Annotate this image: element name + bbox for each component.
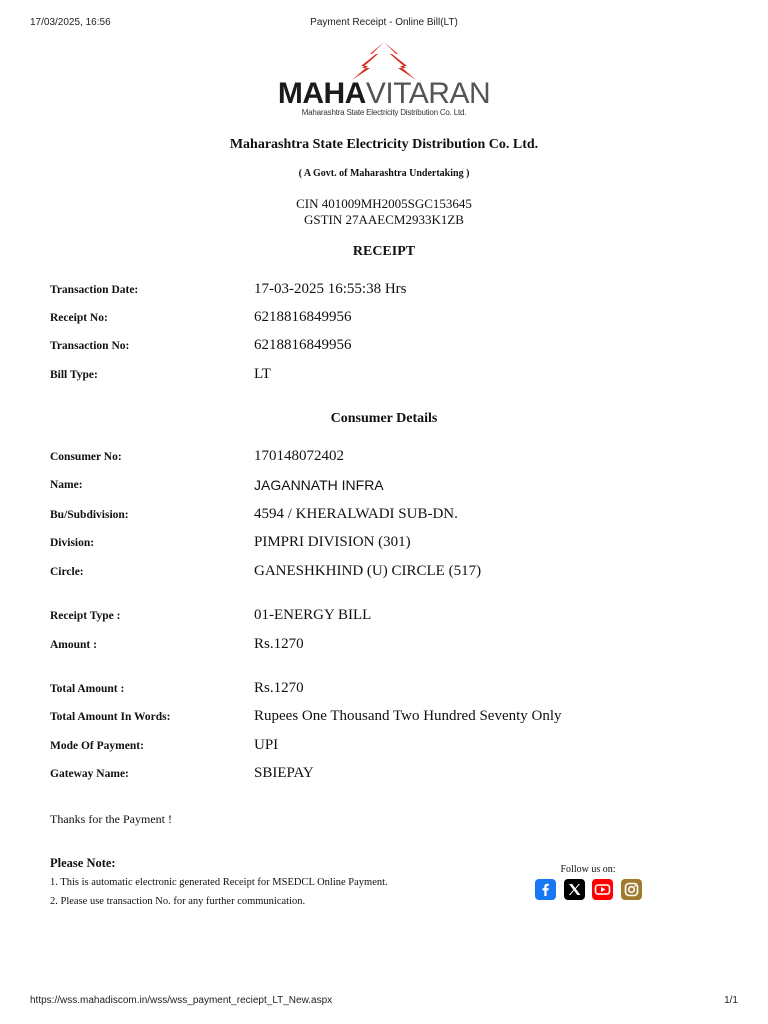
field-label: Division: xyxy=(50,537,95,549)
field-label: Bu/Subdivision: xyxy=(50,509,129,521)
company-name: Maharashtra State Electricity Distribution Co. Ltd. xyxy=(229,137,539,152)
field-label: Gateway Name: xyxy=(50,768,129,780)
field-label: Name: xyxy=(50,479,83,491)
x-twitter-icon[interactable] xyxy=(564,879,585,900)
brand-wordmark xyxy=(0,79,768,109)
field-value: Rs.1270 xyxy=(254,680,304,696)
circle-row xyxy=(50,563,730,583)
brand-vitaran: VITARAN xyxy=(365,77,491,110)
field-label: Total Amount In Words: xyxy=(50,711,171,723)
cin-number: CIN 401009MH2005SGC153645 xyxy=(296,196,472,211)
receipt-no-row xyxy=(50,309,730,329)
note-line: 1. This is automatic electronic generated Receipt for MSEDCL Online Payment. xyxy=(50,877,388,888)
field-value: PIMPRI DIVISION (301) xyxy=(254,534,411,550)
field-label: Receipt No: xyxy=(50,312,108,324)
field-value: UPI xyxy=(254,737,279,753)
transaction-no-row xyxy=(50,337,730,357)
field-label: Bill Type: xyxy=(50,369,98,381)
mahavitaran-logo xyxy=(0,40,768,120)
field-value: SBIEPAY xyxy=(254,765,314,781)
govt-note: ( A Govt. of Maharashtra Undertaking ) xyxy=(298,168,470,179)
follow-us-label: Follow us on: xyxy=(560,864,616,875)
field-value: Rupees One Thousand Two Hundred Seventy Only xyxy=(254,708,562,724)
instagram-icon[interactable] xyxy=(621,879,642,900)
field-label: Receipt Type : xyxy=(50,610,121,622)
field-value: LT xyxy=(254,366,271,382)
bill-type-row xyxy=(50,366,730,386)
subdivision-row xyxy=(50,506,730,526)
consumer-details-title: Consumer Details xyxy=(330,411,438,426)
brand-maha: MAHA xyxy=(277,77,366,110)
field-value: 170148072402 xyxy=(254,448,344,464)
field-value: 4594 / KHERALWADI SUB-DN. xyxy=(254,506,458,522)
field-value: 17-03-2025 16:55:38 Hrs xyxy=(254,281,407,297)
field-label: Mode Of Payment: xyxy=(50,740,144,752)
youtube-icon[interactable] xyxy=(592,879,613,900)
field-value: 01-ENERGY BILL xyxy=(254,607,372,623)
amount-in-words-row xyxy=(50,708,730,728)
note-line: 2. Please use transaction No. for any further communication. xyxy=(50,896,306,907)
print-page-title: Payment Receipt - Online Bill(LT) xyxy=(310,17,458,28)
print-datetime: 17/03/2025, 16:56 xyxy=(30,17,111,28)
transaction-date-row xyxy=(50,281,730,301)
field-label: Amount : xyxy=(50,639,97,651)
print-footer xyxy=(30,995,738,1009)
division-row xyxy=(50,534,730,554)
field-value: Rs.1270 xyxy=(254,636,304,652)
thanks-message: Thanks for the Payment ! xyxy=(50,812,172,826)
field-value: 6218816849956 xyxy=(254,309,352,325)
payment-mode-row xyxy=(50,737,730,757)
receipt-type-row xyxy=(50,607,730,627)
consumer-no-row xyxy=(50,448,730,468)
field-value: JAGANNATH INFRA xyxy=(254,477,384,493)
receipt-title: RECEIPT xyxy=(352,244,416,259)
consumer-name-row xyxy=(50,476,730,496)
page-number: 1/1 xyxy=(724,995,738,1006)
lightning-bolts-icon xyxy=(342,42,426,80)
field-value: GANESHKHIND (U) CIRCLE (517) xyxy=(254,563,482,579)
field-label: Transaction Date: xyxy=(50,284,139,296)
field-label: Circle: xyxy=(50,566,84,578)
field-label: Total Amount : xyxy=(50,683,125,695)
total-amount-row xyxy=(50,680,730,700)
print-header xyxy=(30,17,738,31)
page-url: https://wss.mahadiscom.in/wss/wss_payment_reciept_LT_New.aspx xyxy=(30,995,333,1006)
brand-tagline: Maharashtra State Electricity Distribution Co. Ltd. xyxy=(301,108,467,117)
note-title: Please Note: xyxy=(50,856,116,870)
field-label: Consumer No: xyxy=(50,451,122,463)
gstin-number: GSTIN 27AAECM2933K1ZB xyxy=(304,212,464,227)
facebook-icon[interactable] xyxy=(535,879,556,900)
field-value: 6218816849956 xyxy=(254,337,352,353)
field-label: Transaction No: xyxy=(50,340,130,352)
gateway-name-row xyxy=(50,765,730,785)
amount-row xyxy=(50,636,730,656)
